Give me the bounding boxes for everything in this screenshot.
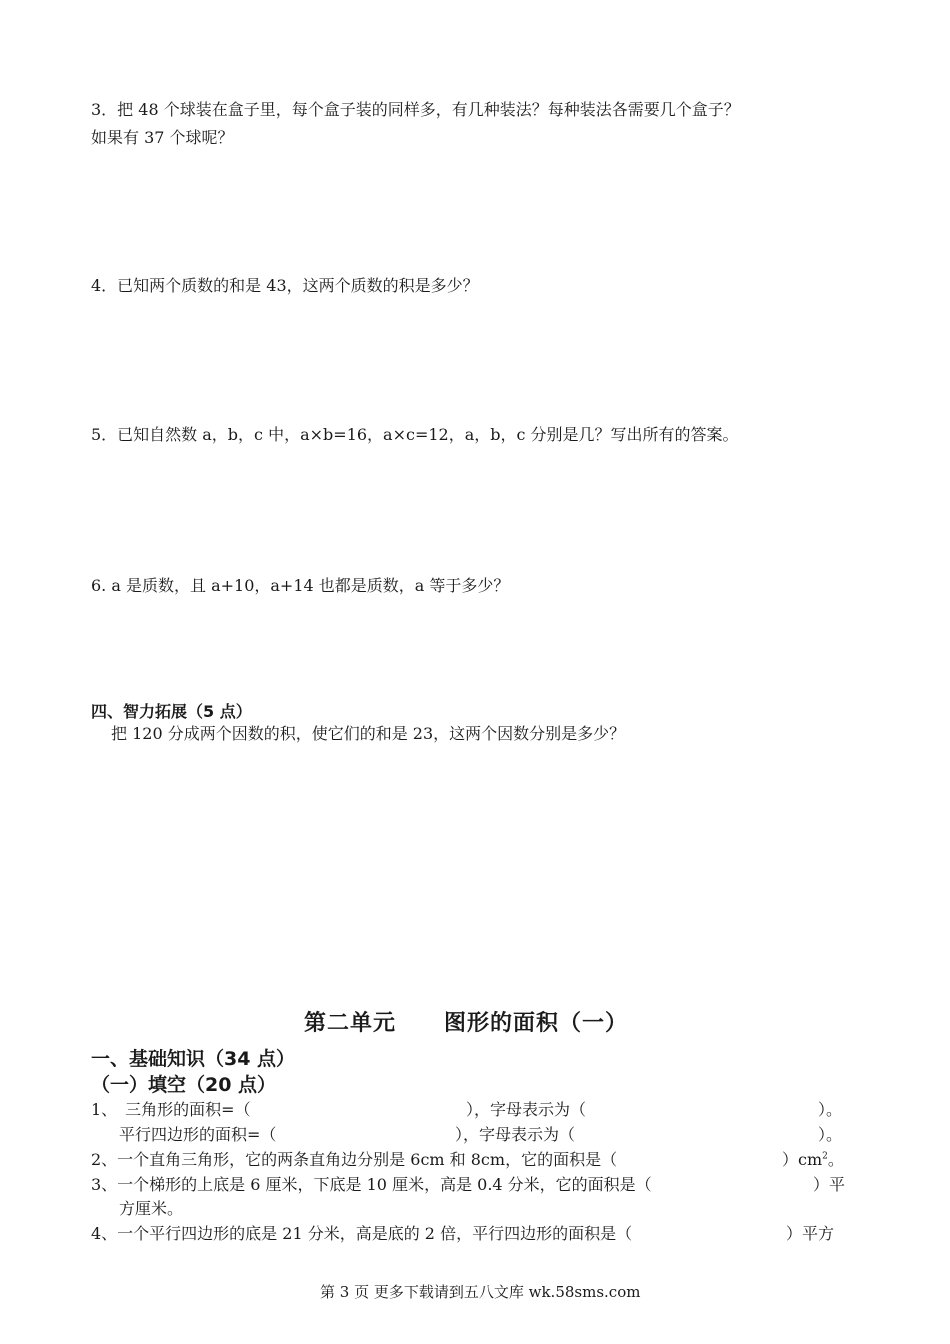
section-4-heading: 四、智力拓展（5 点） (91, 702, 252, 721)
question-4: 4．已知两个质数的和是 43，这两个质数的积是多少？ (91, 276, 479, 295)
fill-2-end: 。 (827, 1150, 844, 1169)
unit-title-left: 第二单元 (304, 1011, 397, 1036)
fill-3-a: 3、一个梯形的上底是 6 厘米，下底是 10 厘米，高是 0.4 分米，它的面积是（ (91, 1175, 652, 1194)
fill-2-unit: ）cm (782, 1150, 823, 1169)
fill-3-b: ）平 (813, 1175, 846, 1194)
fill-1-line-2-a: 平行四边形的面积=（ (119, 1125, 277, 1144)
fill-2-b (782, 1147, 844, 1170)
fill-1-b: ），字母表示为（ (466, 1100, 587, 1119)
fill-4-a: 4、一个平行四边形的底是 21 分米，高是底的 2 倍，平行四边形的面积是（ (91, 1224, 633, 1243)
fill-2-unit-exponent: 2 (822, 1151, 828, 1162)
fill-3-line-2: 方厘米。 (119, 1199, 184, 1218)
part-1-heading: 一、基础知识（34 点） (91, 1048, 296, 1070)
question-5: 5．已知自然数 a，b，c 中，a×b=16，a×c=12，a，b，c 分别是几？写出所有的答案。 (91, 425, 739, 444)
fill-2-a: 2、一个直角三角形，它的两条直角边分别是 6cm 和 8cm，它的面积是（ (91, 1150, 618, 1169)
fill-1-line-2-c: ）。 (818, 1125, 843, 1144)
part-1-subheading: （一）填空（20 点） (91, 1074, 277, 1096)
unit-title-right: 图形的面积（一） (444, 1011, 629, 1036)
question-3-line-2: 如果有 37 个球呢？ (91, 128, 234, 147)
fill-1-a: 1、 三角形的面积=（ (91, 1100, 251, 1119)
fill-1-line-2-b: ），字母表示为（ (455, 1125, 576, 1144)
question-6: 6. a 是质数，且 a+10，a+14 也都是质数，a 等于多少？ (91, 576, 510, 595)
fill-1-c: ）。 (818, 1100, 843, 1119)
page-footer: 第 3 页 更多下载请到五八文库 wk.58sms.com (320, 1283, 641, 1301)
fill-4-b: ）平方 (786, 1224, 835, 1243)
section-4-text: 把 120 分成两个因数的积，使它们的和是 23，这两个因数分别是多少？ (111, 724, 626, 743)
question-3-line-1: 3．把 48 个球装在盒子里，每个盒子装的同样多，有几种装法？每种装法各需要几个盒子？ (91, 100, 740, 119)
